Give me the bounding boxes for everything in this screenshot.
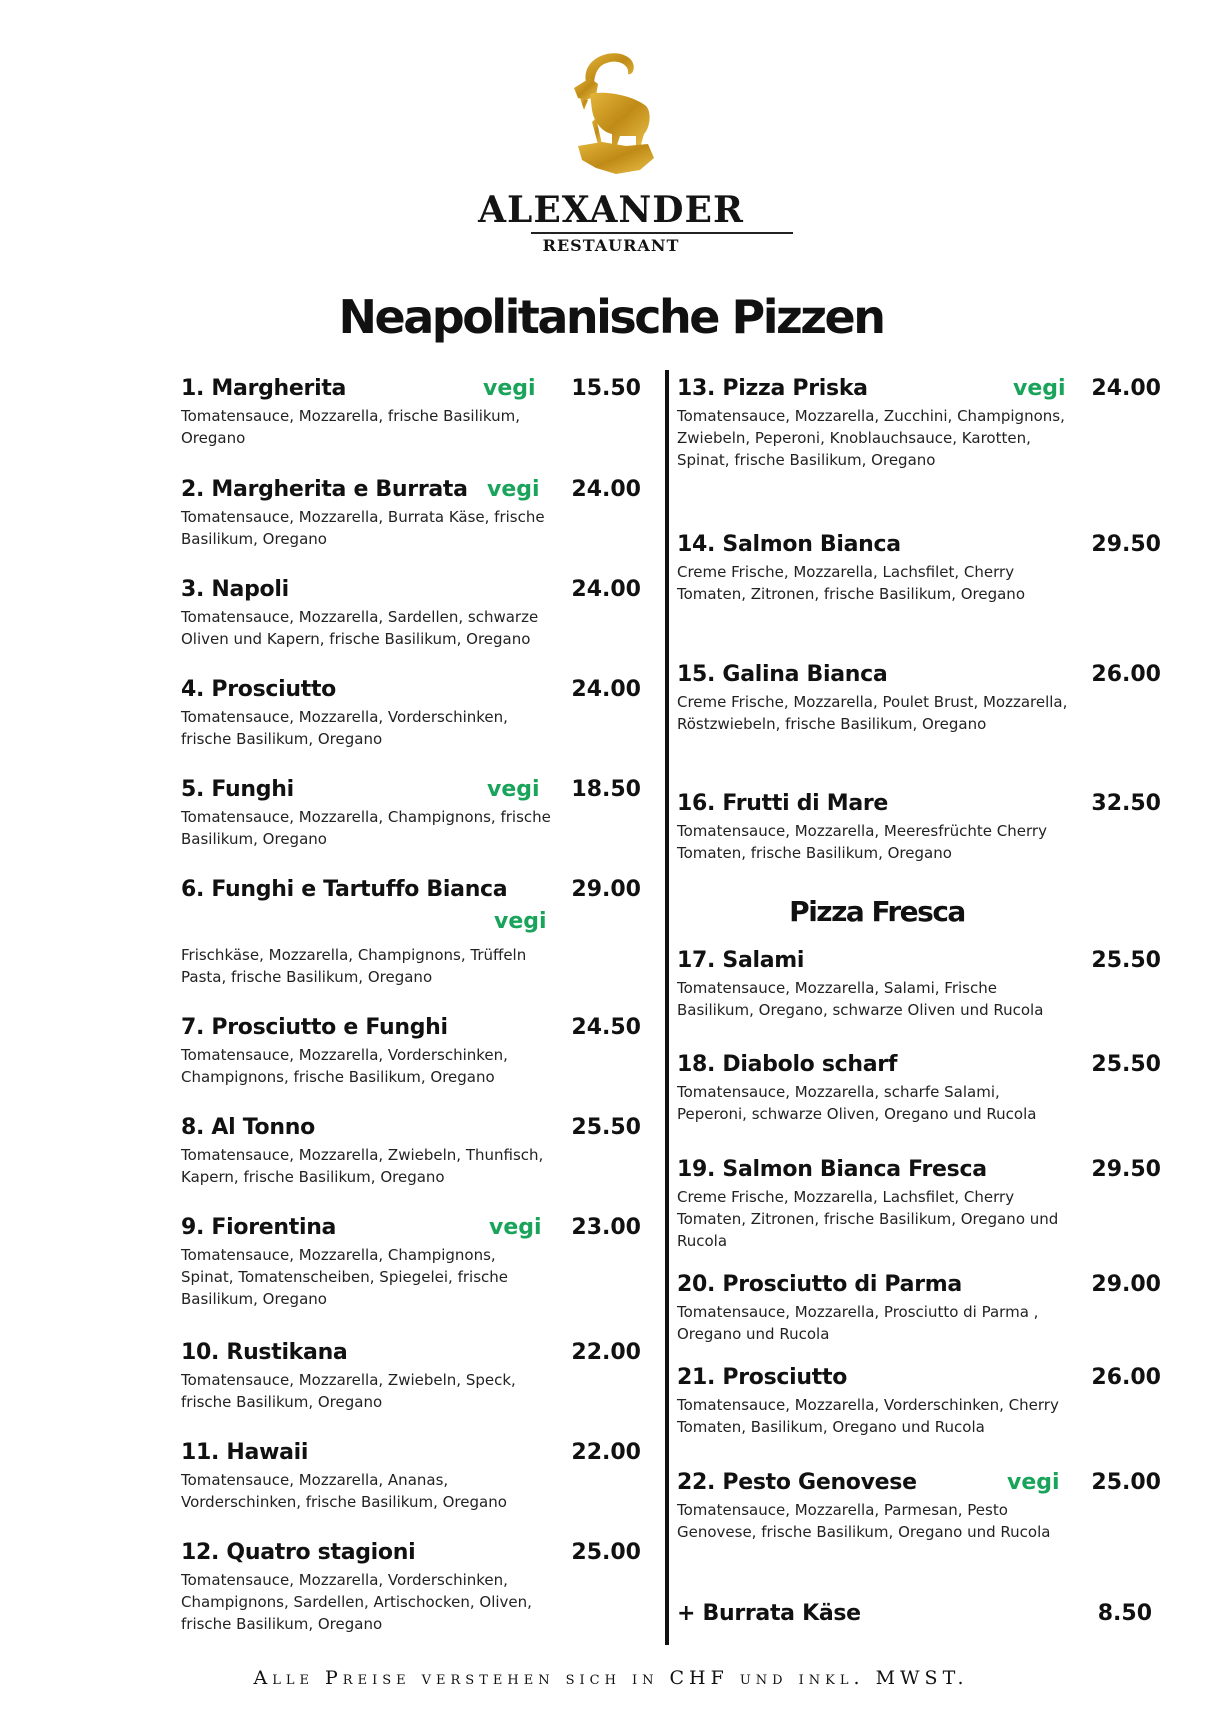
- item-description: Creme Frische, Mozzarella, Lachsfilet, Cherry Tomaten, Zitronen, frische Basilikum, Oregano und Rucola: [677, 1188, 1059, 1250]
- menu-item: [181, 1112, 641, 1212]
- vegi-badge: vegi: [487, 477, 540, 502]
- vegi-badge: vegi: [494, 909, 547, 934]
- item-name: 2. Margherita e Burrata: [181, 477, 468, 502]
- item-price: 24.00: [571, 677, 641, 702]
- item-price: 25.50: [571, 1115, 641, 1140]
- menu-item: [181, 1537, 641, 1647]
- item-name: 6. Funghi e Tartuffo Bianca: [181, 877, 508, 902]
- section-heading-pizza-fresca: Pizza Fresca: [789, 895, 965, 928]
- item-price: 22.00: [571, 1340, 641, 1365]
- item-description: Tomatensauce, Mozzarella, Champignons, frische Basilikum, Oregano: [181, 808, 551, 848]
- item-name: 22. Pesto Genovese: [677, 1470, 917, 1495]
- logo: [0, 48, 1222, 178]
- menu-item: [181, 474, 641, 574]
- menu-item: [677, 529, 1161, 659]
- item-description: Creme Frische, Mozzarella, Lachsfilet, Cherry Tomaten, Zitronen, frische Basilikum, Oregano: [677, 563, 1025, 603]
- menu-item: [181, 373, 641, 474]
- item-name: 11. Hawaii: [181, 1440, 309, 1465]
- item-price: 24.00: [571, 477, 641, 502]
- item-description: Frischkäse, Mozzarella, Champignons, Trüffeln Pasta, frische Basilikum, Oregano: [181, 946, 527, 986]
- extra-item: [677, 1598, 1161, 1634]
- price-footnote: Alle Preise verstehen sich in CHF und inkl. MWST.: [253, 1667, 969, 1689]
- menu-item: [181, 674, 641, 774]
- ibex-icon: [556, 48, 666, 178]
- vegi-badge: vegi: [483, 376, 536, 401]
- menu-item: [181, 1337, 641, 1437]
- menu-item: [677, 1467, 1161, 1598]
- item-name: 15. Galina Bianca: [677, 662, 888, 687]
- item-name: 14. Salmon Bianca: [677, 532, 901, 557]
- menu-column-left: [181, 373, 641, 1647]
- item-description: Creme Frische, Mozzarella, Poulet Brust, Mozzarella, Röstzwiebeln, frische Basilikum, Oregano: [677, 693, 1068, 733]
- item-name: 16. Frutti di Mare: [677, 791, 889, 816]
- item-description: Tomatensauce, Mozzarella, Burrata Käse, frische Basilikum, Oregano: [181, 508, 545, 548]
- menu-item: [181, 1437, 641, 1537]
- item-description: Tomatensauce, Mozzarella, Champignons, Spinat, Tomatenscheiben, Spiegelei, frische Basilikum, Oregano: [181, 1246, 508, 1308]
- item-description: Tomatensauce, Mozzarella, Zucchini, Champignons, Zwiebeln, Peperoni, Knoblauchsauce, Karotten, Spinat, frische Basilikum, Oregano: [677, 407, 1065, 469]
- item-price: 23.00: [571, 1215, 641, 1240]
- item-price: 25.50: [1091, 948, 1161, 973]
- item-name: 5. Funghi: [181, 777, 294, 802]
- item-name: 12. Quatro stagioni: [181, 1540, 416, 1565]
- item-description: Tomatensauce, Mozzarella, Zwiebeln, Thunfisch, Kapern, frische Basilikum, Oregano: [181, 1146, 544, 1186]
- item-name: 20. Prosciutto di Parma: [677, 1272, 962, 1297]
- item-price: 22.00: [571, 1440, 641, 1465]
- item-description: Tomatensauce, Mozzarella, frische Basilikum, Oregano: [181, 407, 521, 447]
- item-price: 26.00: [1091, 1365, 1161, 1390]
- item-name: 4. Prosciutto: [181, 677, 336, 702]
- item-name: 18. Diabolo scharf: [677, 1052, 898, 1077]
- page-title: Neapolitanische Pizzen: [338, 290, 884, 344]
- item-price: 15.50: [571, 376, 641, 401]
- item-name: 17. Salami: [677, 948, 805, 973]
- item-price: 29.00: [571, 877, 641, 902]
- menu-column-right: [677, 373, 1161, 1634]
- menu-item: [677, 1049, 1161, 1154]
- column-divider: [665, 370, 669, 1645]
- item-name: 19. Salmon Bianca Fresca: [677, 1157, 987, 1182]
- menu-item: [677, 659, 1161, 788]
- item-price: 32.50: [1091, 791, 1161, 816]
- item-description: Tomatensauce, Mozzarella, Ananas, Vorderschinken, frische Basilikum, Oregano: [181, 1471, 507, 1511]
- item-price: 25.50: [1091, 1052, 1161, 1077]
- extra-name: + Burrata Käse: [677, 1601, 861, 1626]
- vegi-badge: vegi: [1007, 1470, 1060, 1495]
- item-description: Tomatensauce, Mozzarella, Sardellen, schwarze Oliven und Kapern, frische Basilikum, Oregano: [181, 608, 539, 648]
- item-price: 25.00: [571, 1540, 641, 1565]
- item-name: 10. Rustikana: [181, 1340, 348, 1365]
- menu-item: [677, 1362, 1161, 1467]
- item-description: Tomatensauce, Mozzarella, Vorderschinken, frische Basilikum, Oregano: [181, 708, 508, 748]
- item-description: Tomatensauce, Mozzarella, Prosciutto di Parma , Oregano und Rucola: [677, 1303, 1039, 1343]
- brand-subtitle: RESTAURANT: [542, 236, 680, 255]
- vegi-badge: vegi: [487, 777, 540, 802]
- item-price: 25.00: [1091, 1470, 1161, 1495]
- menu-item: [181, 1012, 641, 1112]
- menu-item: [181, 1212, 641, 1337]
- menu-item: [677, 373, 1161, 529]
- item-price: 29.50: [1091, 1157, 1161, 1182]
- item-price: 24.00: [1091, 376, 1161, 401]
- item-description: Tomatensauce, Mozzarella, scharfe Salami, Peperoni, schwarze Oliven, Oregano und Rucola: [677, 1083, 1037, 1123]
- item-price: 24.00: [571, 577, 641, 602]
- vegi-badge: vegi: [489, 1215, 542, 1240]
- menu-item: [677, 1154, 1161, 1269]
- item-name: 7. Prosciutto e Funghi: [181, 1015, 448, 1040]
- item-description: Tomatensauce, Mozzarella, Vorderschinken, Champignons, frische Basilikum, Oregano: [181, 1046, 508, 1086]
- extra-price: 8.50: [1097, 1601, 1152, 1626]
- item-description: Tomatensauce, Mozzarella, Zwiebeln, Speck, frische Basilikum, Oregano: [181, 1371, 516, 1411]
- item-description: Tomatensauce, Mozzarella, Salami, Frische Basilikum, Oregano, schwarze Oliven und Rucola: [677, 979, 1044, 1019]
- menu-item: [677, 945, 1161, 1049]
- menu-item: [181, 574, 641, 674]
- item-price: 24.50: [571, 1015, 641, 1040]
- brand-name: ALEXANDER: [478, 189, 744, 231]
- item-name: 9. Fiorentina: [181, 1215, 337, 1240]
- item-description: Tomatensauce, Mozzarella, Meeresfrüchte Cherry Tomaten, frische Basilikum, Oregano: [677, 822, 1047, 862]
- menu-item: [677, 1269, 1161, 1362]
- item-price: 26.00: [1091, 662, 1161, 687]
- brand-divider: [531, 232, 793, 234]
- item-price: 29.00: [1091, 1272, 1161, 1297]
- item-description: Tomatensauce, Mozzarella, Vorderschinken, Champignons, Sardellen, Artischocken, Oliven, frische Basilikum, Oregano: [181, 1571, 532, 1633]
- menu-item: [181, 874, 641, 1012]
- item-name: 13. Pizza Priska: [677, 376, 868, 401]
- item-price: 29.50: [1091, 532, 1161, 557]
- item-description: Tomatensauce, Mozzarella, Vorderschinken, Cherry Tomaten, Basilikum, Oregano und Rucola: [677, 1396, 1059, 1436]
- item-price: 18.50: [571, 777, 641, 802]
- item-name: 1. Margherita: [181, 376, 347, 401]
- item-description: Tomatensauce, Mozzarella, Parmesan, Pesto Genovese, frische Basilikum, Oregano und Rucola: [677, 1501, 1051, 1541]
- item-name: 3. Napoli: [181, 577, 289, 602]
- vegi-badge: vegi: [1013, 376, 1066, 401]
- item-name: 21. Prosciutto: [677, 1365, 848, 1390]
- menu-item: [181, 774, 641, 874]
- item-name: 8. Al Tonno: [181, 1115, 315, 1140]
